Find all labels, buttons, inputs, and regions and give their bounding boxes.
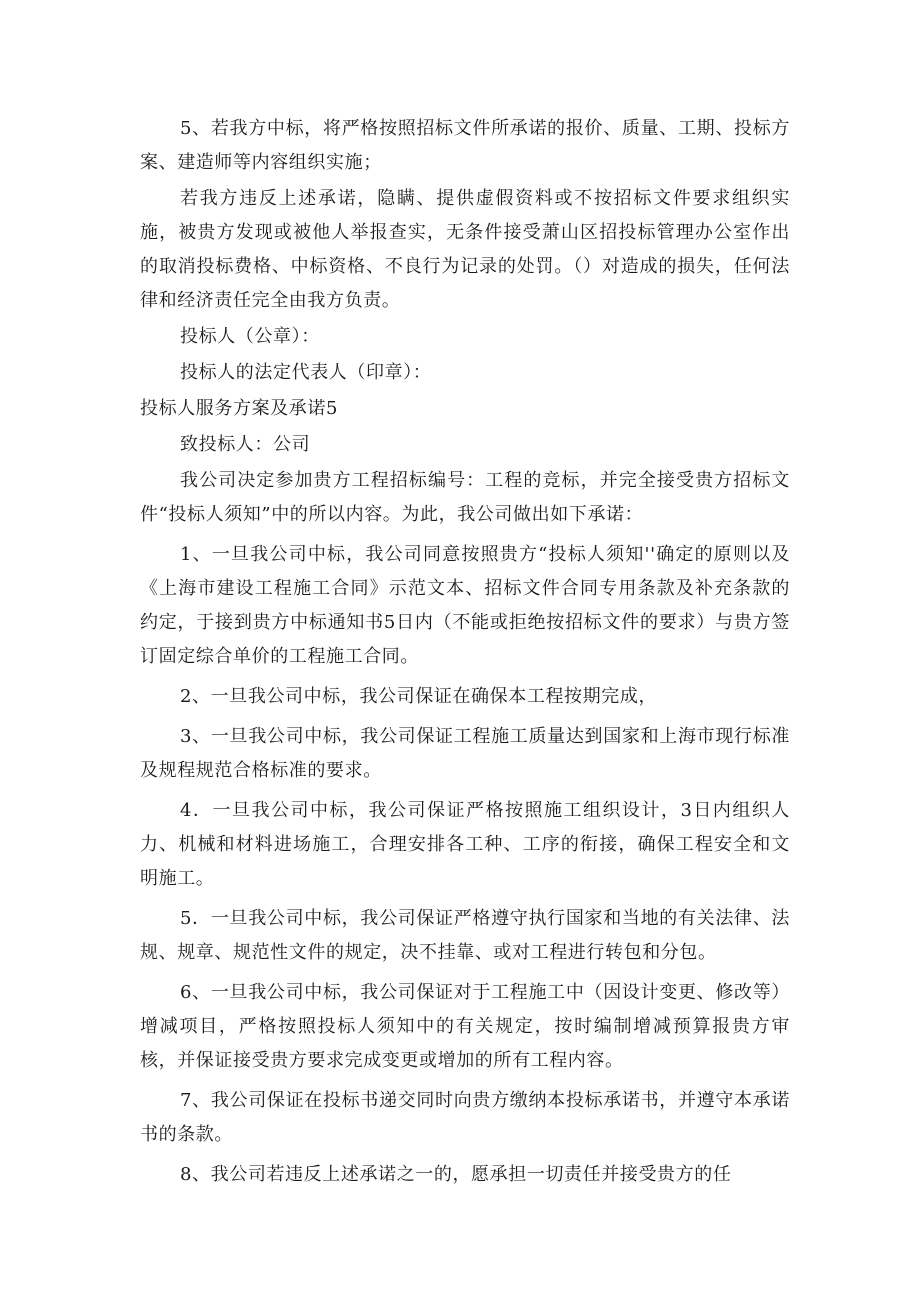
paragraph-item-6: 6、一旦我公司中标，我公司保证对于工程施工中（因设计变更、修改等）增减项目，严格按照投标人须知中的有关规定，按时编制增减预算报贵方审核，并保证接受贵方要求完成变更或增加的所有工程内容。: [140, 982, 790, 1071]
document-body: [140, 112, 790, 1192]
paragraph-commitment-5: 5、若我方中标，将严格按照招标文件所承诺的报价、质量、工期、投标方案、建造师等内容组织实施；: [140, 118, 790, 173]
paragraph-addressee: 致投标人：公司: [180, 434, 311, 455]
paragraph-item-3: 3、一旦我公司中标，我公司保证工程施工质量达到国家和上海市现行标准及规程规范合格标准的要求。: [140, 726, 790, 781]
section-heading: 投标人服务方案及承诺5: [140, 398, 339, 419]
paragraph-item-1: 1、一旦我公司中标，我公司同意按照贵方“投标人须知''确定的原则以及《上海市建设工程施工合同》示范文本、招标文件合同专用条款及补充条款的约定，于接到贵方中标通知书5日内（不能或拒绝按招标文件的要求）与贵方签订固定综合单价的工程施工合同。: [140, 544, 790, 667]
paragraph-item-4: 4．一旦我公司中标，我公司保证严格按照施工组织设计，3日内组织人力、机械和材料进场施工，合理安排各工种、工序的衔接，确保工程安全和文明施工。: [140, 800, 790, 889]
paragraph-item-2: 2、一旦我公司中标，我公司保证在确保本工程按期完成，: [180, 686, 658, 707]
paragraph-item-8: 8、我公司若违反上述承诺之一的，愿承担一切责任并接受贵方的任: [180, 1164, 732, 1185]
paragraph-bidder-seal: 投标人（公章）：: [180, 326, 320, 347]
paragraph-item-5: 5．一旦我公司中标，我公司保证严格遵守执行国家和当地的有关法律、法规、规章、规范性文件的规定，决不挂靠、或对工程进行转包和分包。: [140, 908, 790, 963]
paragraph-intro: 我公司决定参加贵方工程招标编号：工程的竞标，并完全接受贵方招标文件“投标人须知”中的所以内容。为此，我公司做出如下承诺：: [140, 470, 790, 525]
paragraph-legal-representative: 投标人的法定代表人（印章）：: [180, 362, 432, 383]
paragraph-item-7: 7、我公司保证在投标书递交同时向贵方缴纳本投标承诺书，并遵守本承诺书的条款。: [140, 1090, 790, 1145]
paragraph-breach-penalty: 若我方违反上述承诺，隐瞒、提供虚假资料或不按招标文件要求组织实施，被贵方发现或被他人举报查实，无条件接受萧山区招投标管理办公室作出的取消投标费格、中标资格、不良行为记录的处罚。（）对造成的损失，任何法律和经济责任完全由我方负责。: [140, 188, 790, 311]
